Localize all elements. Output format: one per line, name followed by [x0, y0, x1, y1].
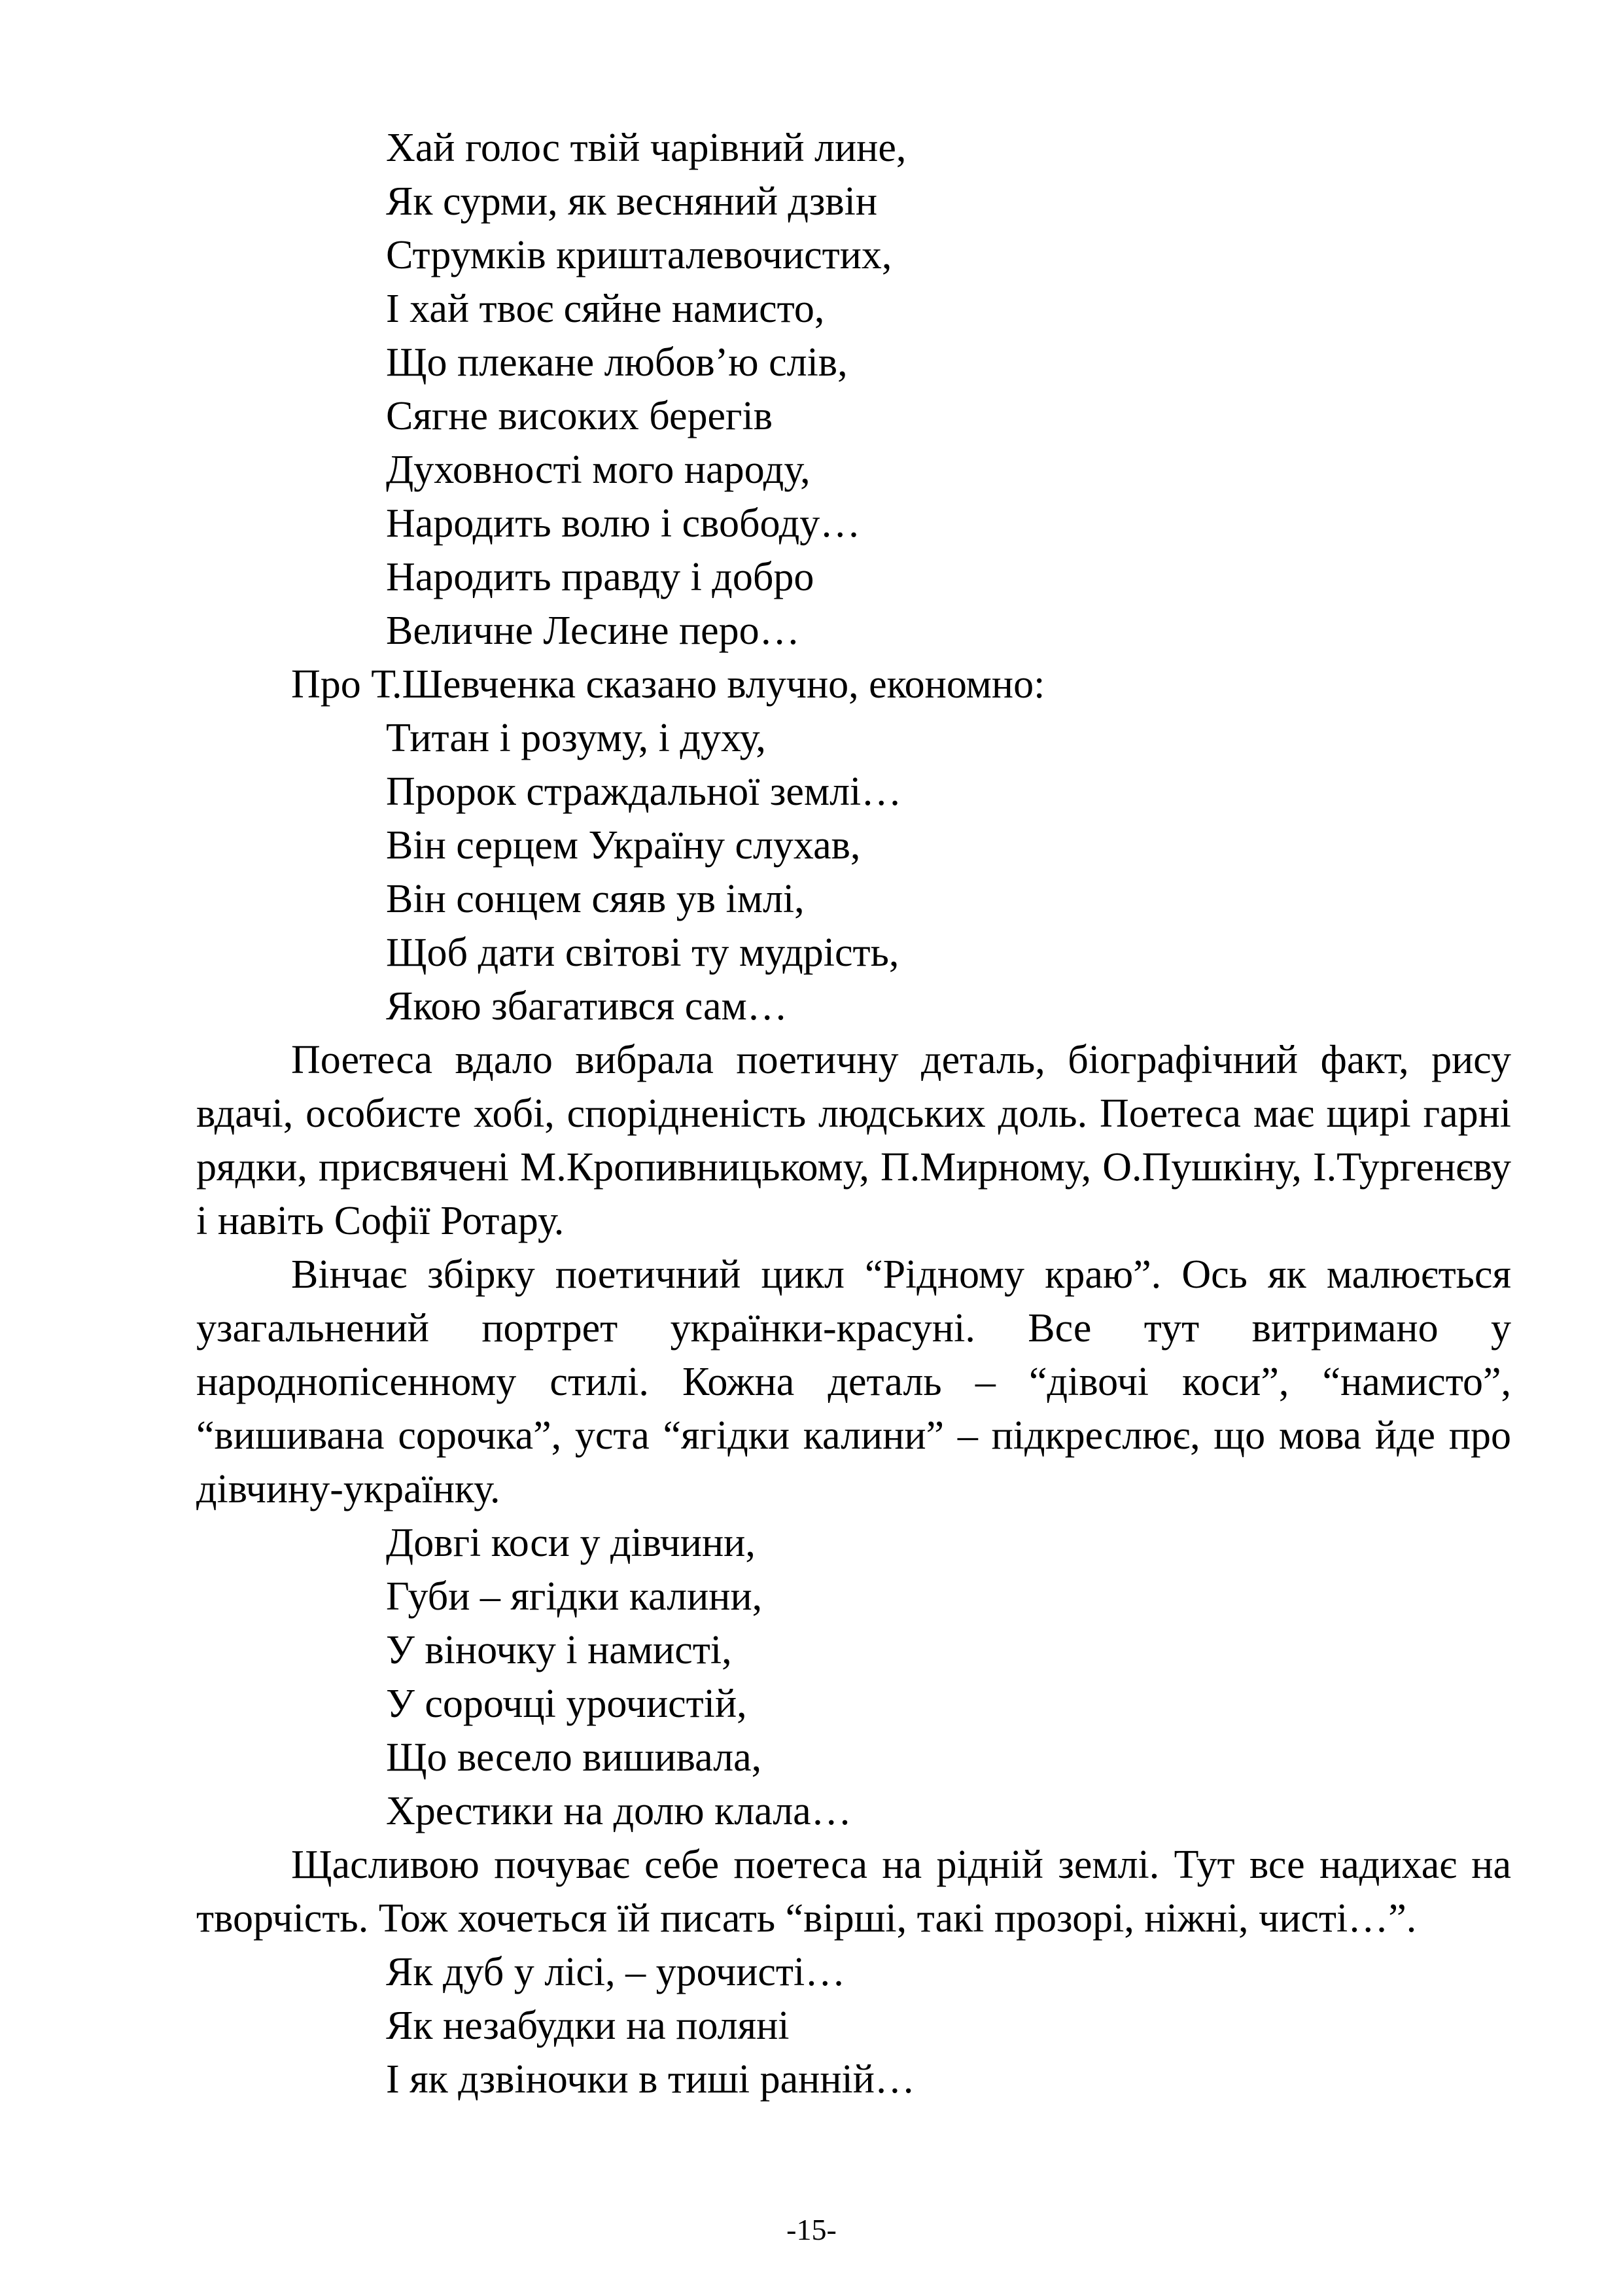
verse-line: Губи – ягідки калини, [386, 1574, 763, 1619]
intro-line-shevchenko: Про Т.Шевченка сказано влучно, економно: [291, 662, 1045, 707]
verse-line: Величне Лесине перо… [386, 609, 800, 653]
verse-line: Хай голос твій чарівний лине, [386, 126, 907, 170]
verse-line: Що весело вишивала, [386, 1735, 762, 1780]
poem-stanza-shevchenko [196, 711, 1511, 1033]
poem-stanza-lesya [196, 121, 1511, 658]
verse-line: Як сурми, як весняний дзвін [386, 179, 877, 224]
body-paragraph: Поетеса вдало вибрала поетичну деталь, біографічний факт, рису вдачі, особисте хобі, спорідненість людських доль. Поетеса має щирі гарні рядки, присвячені М.Кропивницькому, П.Мирному, О.Пушкіну, І.Тургенєву і навіть Софії Ротару. [196, 1038, 1511, 1243]
verse-line: Хрестики на долю клала… [386, 1789, 852, 1833]
body-paragraph: Щасливою почуває себе поетеса на рідній землі. Тут все надихає на творчість. Тож хочеться їй писать “вірші, такі прозорі, ніжні, чисті…”. [196, 1843, 1511, 1941]
verse-line: Якою збагатився сам… [386, 984, 788, 1029]
page-number: -15- [786, 2213, 837, 2246]
verse-line: У віночку і намисті, [386, 1628, 732, 1672]
verse-line: Як незабудки на поляні [386, 2004, 790, 2048]
verse-line: Народить правду і добро [386, 555, 814, 599]
verse-line: Пророк страждальної землі… [386, 769, 902, 814]
poem-stanza-verses [196, 1945, 1511, 2106]
verse-line: Довгі коси у дівчини, [386, 1521, 756, 1565]
verse-line: Він сонцем сяяв ув імлі, [386, 877, 805, 921]
verse-line: Щоб дати світові ту мудрість, [386, 930, 899, 975]
verse-line: Він серцем Україну слухав, [386, 823, 861, 868]
page-body [196, 121, 1511, 2106]
poem-stanza-portrait [196, 1516, 1511, 1838]
body-paragraph: Вінчає збірку поетичний цикл “Рідному краю”. Ось як малюється узагальнений портрет українки-красуні. Все тут витримано у народнопісенному стилі. Кожна деталь – “дівочі коси”, “намисто”, “вишивана сорочка”, уста “ягідки калини” – підкреслює, що мова йде про дівчину-українку. [196, 1252, 1511, 1511]
verse-line: Титан і розуму, і духу, [386, 716, 766, 760]
verse-line: І хай твоє сяйне намисто, [386, 287, 825, 331]
verse-line: Що плекане любов’ю слів, [386, 340, 848, 385]
verse-line: І як дзвіночки в тиші ранній… [386, 2057, 915, 2102]
verse-line: Струмків кришталевочистих, [386, 233, 892, 277]
verse-line: У сорочці урочистій, [386, 1682, 747, 1726]
verse-line: Як дуб у лісі, – урочисті… [386, 1950, 846, 1994]
verse-line: Духовності мого народу, [386, 448, 811, 492]
verse-line: Сягне високих берегів [386, 394, 773, 438]
verse-line: Народить волю і свободу… [386, 501, 861, 546]
